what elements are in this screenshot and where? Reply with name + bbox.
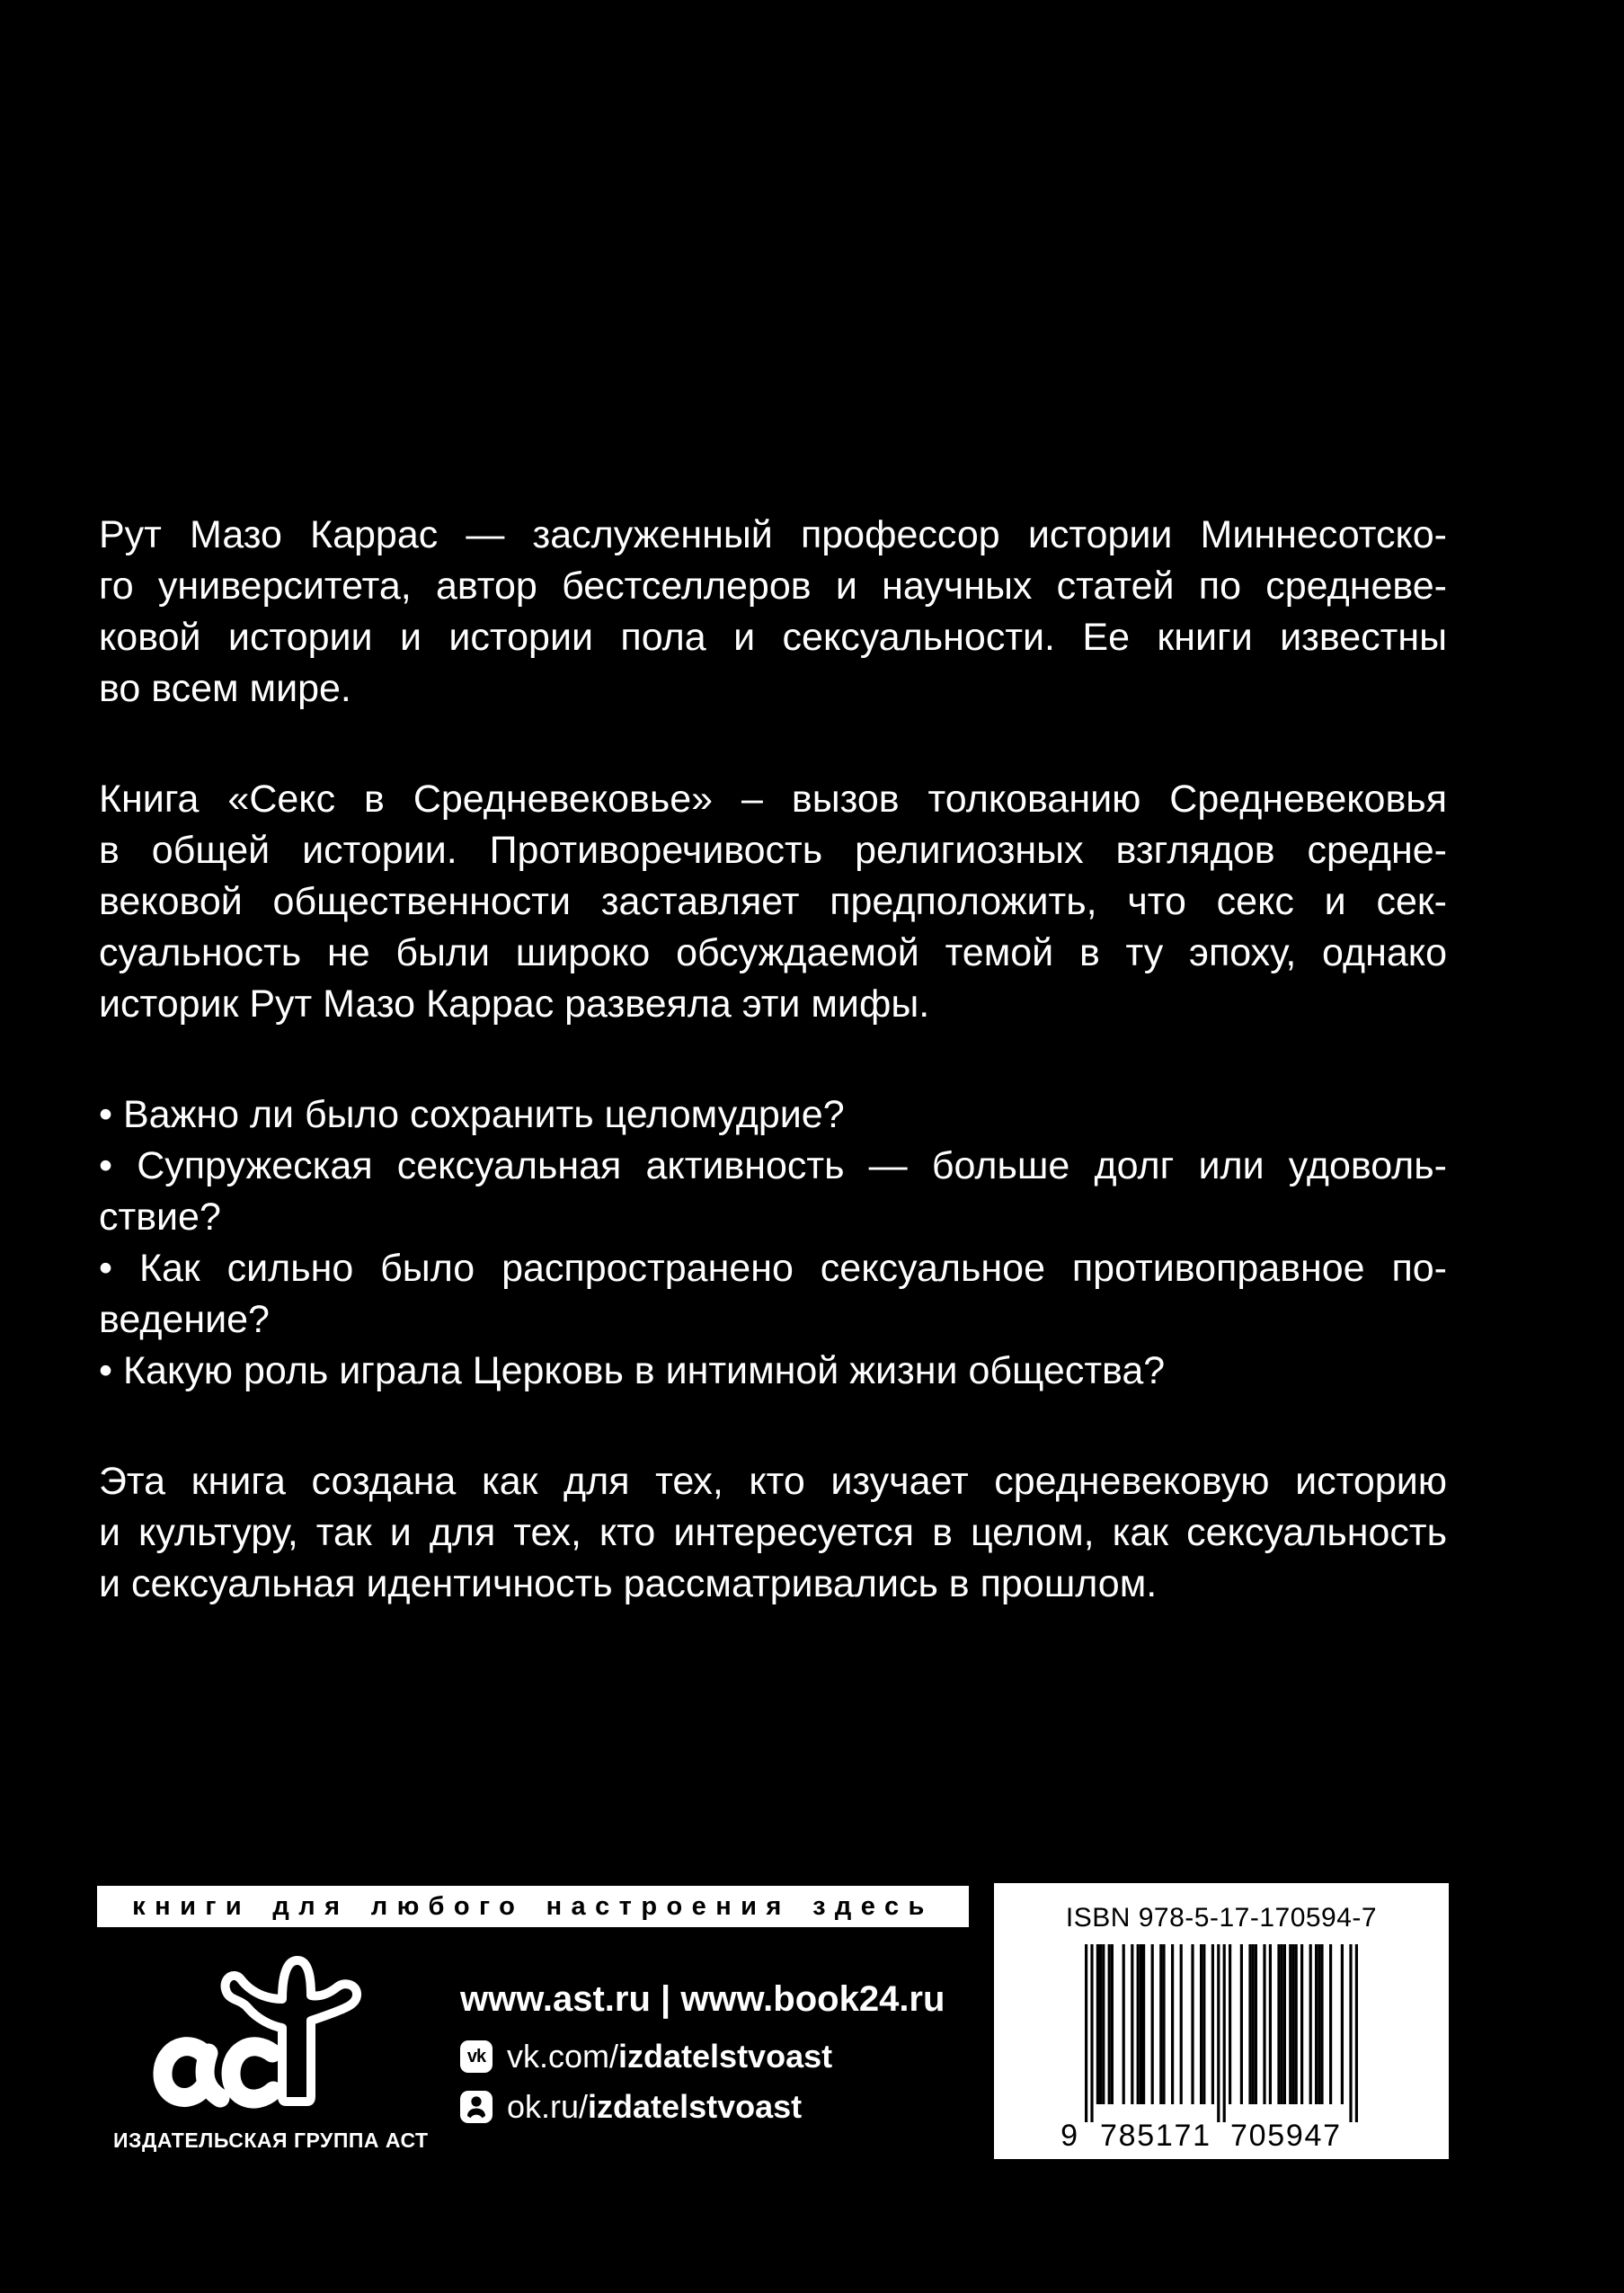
- text-line: и сексуальная идентичность рассматривались в прошлом.: [99, 1562, 1158, 1605]
- bullet-item: [99, 1243, 1447, 1346]
- vk-row: [460, 2040, 963, 2074]
- text-line: Рут Мазо Каррас — заслуженный профессор истории Миннесотско-: [99, 513, 1447, 556]
- isbn-box: [994, 1883, 1449, 2159]
- vk-link: vk.com/izdatelstvoast: [507, 2038, 833, 2075]
- closing-paragraph: [99, 1456, 1447, 1610]
- ast-logo-letters: [163, 2047, 273, 2099]
- text-line: Эта книга создана как для тех, кто изучает средневековую историю: [99, 1460, 1447, 1503]
- annotation-text: [99, 510, 1447, 1669]
- text-line: и культуру, так и для тех, кто интересуется в целом, как сексуальность: [99, 1511, 1447, 1554]
- websites-line: www.ast.ru | www.book24.ru: [460, 1979, 945, 2019]
- publisher-name: ИЗДАТЕЛЬСКАЯ ГРУППА АСТ: [113, 2129, 429, 2152]
- publisher-links: [460, 1979, 963, 2124]
- text-line: ведение?: [99, 1298, 270, 1341]
- barcode-digits: 785171: [1100, 2119, 1210, 2151]
- ok-link: ok.ru/izdatelstvoast: [507, 2088, 803, 2125]
- ean13-barcode: [1056, 1942, 1387, 2151]
- text-line: суальность не были широко обсуждаемой темой в ту эпоху, однако: [99, 931, 1447, 974]
- isbn-label: ISBN 978-5-17-170594-7: [1065, 1903, 1378, 1933]
- text-line: го университета, автор бестселлеров и научных статей по средневе-: [99, 564, 1447, 608]
- text-line: во всем мире.: [99, 667, 351, 710]
- ok-icon: [460, 2091, 493, 2123]
- text-line: вековой общественности заставляет предположить, что секс и сек-: [99, 880, 1447, 923]
- book-paragraph: [99, 774, 1447, 1030]
- bullet-item: [99, 1346, 1447, 1397]
- text-line: • Важно ли было сохранить целомудрие?: [99, 1093, 845, 1136]
- ast-logo: [151, 1949, 368, 2111]
- author-paragraph: [99, 510, 1447, 715]
- text-line: • Супружеская сексуальная активность — больше долг или удоволь-: [99, 1144, 1447, 1187]
- bullet-item: [99, 1089, 1447, 1141]
- text-line: ковой истории и истории пола и сексуальности. Ее книги известны: [99, 616, 1447, 659]
- ok-row: [460, 2090, 963, 2124]
- text-line: ствие?: [99, 1195, 221, 1239]
- text-line: • Какую роль играла Церковь в интимной жизни общества?: [99, 1349, 1166, 1392]
- text-line: Книга «Секс в Средневековье» – вызов толкованию Средневековья: [99, 778, 1447, 821]
- ast-logo-cactus: [226, 1960, 358, 2102]
- ok-person-glyph: [460, 2091, 493, 2123]
- barcode-digits: 9: [1060, 2119, 1078, 2151]
- bullet-list: [99, 1089, 1447, 1397]
- text-line: историк Рут Мазо Каррас развеяла эти мифы.: [99, 982, 930, 1026]
- slogan-text: книги для любого настроения здесь: [132, 1891, 934, 1921]
- bullet-item: [99, 1141, 1447, 1243]
- text-line: в общей истории. Противоречивость религиозных взглядов средне-: [99, 829, 1447, 872]
- barcode-digits: 705947: [1230, 2119, 1340, 2151]
- text-line: • Как сильно было распространено сексуальное противоправное по-: [99, 1247, 1447, 1290]
- vk-icon: vk: [460, 2040, 493, 2073]
- slogan-banner: [97, 1886, 969, 1927]
